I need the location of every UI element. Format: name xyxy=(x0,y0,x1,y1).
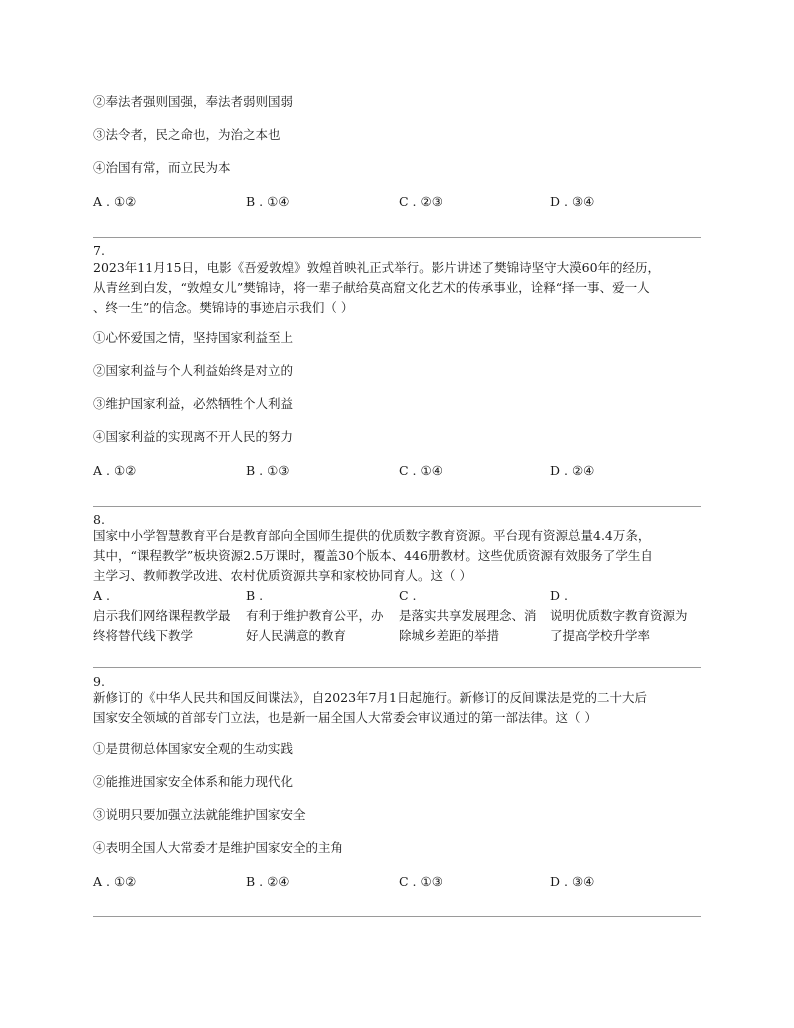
question-number: 7. xyxy=(93,243,105,258)
option-a[interactable]: A . ①② xyxy=(93,194,137,209)
option-c[interactable]: C . ①④ xyxy=(399,463,443,478)
option-b[interactable] xyxy=(246,586,396,646)
statement: ②国家利益与个人利益始终是对立的 xyxy=(93,363,294,378)
option-b[interactable]: B . ①④ xyxy=(246,194,290,209)
option-b[interactable]: B . ①③ xyxy=(246,463,290,478)
statement: ②奉法者强则国强，奉法者弱则国弱 xyxy=(93,94,294,109)
option-d[interactable]: D . ③④ xyxy=(550,874,595,889)
option-text: 有利于维护教育公平，办 xyxy=(246,608,384,623)
question-stem-line: 其中，“课程教学”板块资源2.5万课时，覆盖30个版本、446册教材。这些优质资源有效服务了学生自 xyxy=(93,548,653,563)
option-label: B . xyxy=(246,588,264,603)
option-d[interactable] xyxy=(550,586,700,646)
question-stem-line: 国家安全领域的首部专门立法，也是新一届全国人大常委会审议通过的第一部法律。这（ ） xyxy=(93,710,597,725)
question-stem-line: 主学习、教师教学改进、农村优质资源共享和家校协同育人。这（ ） xyxy=(93,568,472,583)
statement: ②能推进国家安全体系和能力现代化 xyxy=(93,774,294,789)
question-stem-line: 国家中小学智慧教育平台是教育部向全国师生提供的优质数字教育资源。平台现有资源总量4.4万条， xyxy=(93,528,651,543)
option-text: 是落实共享发展理念、消 xyxy=(399,608,537,623)
option-label: C . xyxy=(399,588,417,603)
statement: ④国家利益的实现离不开人民的努力 xyxy=(93,429,294,444)
option-label: D . xyxy=(550,588,568,603)
option-text: 了提高学校升学率 xyxy=(550,628,651,643)
question-stem-line: 从青丝到白发，“敦煌女儿”樊锦诗，将一辈子献给莫高窟文化艺术的传承事业，诠释“择一事、爱一人 xyxy=(93,280,650,295)
option-text: 终将替代线下教学 xyxy=(93,628,194,643)
question-stem-line: 、终一生”的信念。樊锦诗的事迹启示我们（ ） xyxy=(93,300,354,315)
question-number: 9. xyxy=(93,674,105,689)
divider xyxy=(93,506,701,507)
option-d[interactable]: D . ②④ xyxy=(550,463,595,478)
option-label: A . xyxy=(93,588,110,603)
question-number: 8. xyxy=(93,512,105,527)
option-text: 启示我们网络课程教学最 xyxy=(93,608,231,623)
option-b[interactable]: B . ②④ xyxy=(246,874,290,889)
option-c[interactable] xyxy=(399,586,549,646)
statement: ④表明全国人大常委才是维护国家安全的主角 xyxy=(93,840,344,855)
option-a[interactable] xyxy=(93,586,243,646)
divider xyxy=(93,916,701,917)
option-text: 说明优质数字教育资源为 xyxy=(550,608,688,623)
statement: ③法令者，民之命也，为治之本也 xyxy=(93,127,281,142)
statement: ①心怀爱国之情，坚持国家利益至上 xyxy=(93,330,294,345)
exam-page xyxy=(93,0,701,1028)
option-a[interactable]: A . ①② xyxy=(93,874,137,889)
option-a[interactable]: A . ①② xyxy=(93,463,137,478)
divider xyxy=(93,237,701,238)
statement: ④治国有常，而立民为本 xyxy=(93,160,231,175)
statement: ③说明只要加强立法就能维护国家安全 xyxy=(93,807,306,822)
question-stem-line: 新修订的《中华人民共和国反间谍法》，自2023年7月1日起施行。新修订的反间谍法是党的二十大后 xyxy=(93,690,647,705)
statement: ③维护国家利益，必然牺牲个人利益 xyxy=(93,396,294,411)
option-c[interactable]: C . ②③ xyxy=(399,194,443,209)
option-c[interactable]: C . ①③ xyxy=(399,874,443,889)
divider xyxy=(93,667,701,668)
option-text: 好人民满意的教育 xyxy=(246,628,347,643)
option-d[interactable]: D . ③④ xyxy=(550,194,595,209)
question-stem-line: 2023年11月15日，电影《吾爱敦煌》敦煌首映礼正式举行。影片讲述了樊锦诗坚守大漠60年的经历， xyxy=(93,260,661,275)
option-text: 除城乡差距的举措 xyxy=(399,628,500,643)
statement: ①是贯彻总体国家安全观的生动实践 xyxy=(93,741,294,756)
